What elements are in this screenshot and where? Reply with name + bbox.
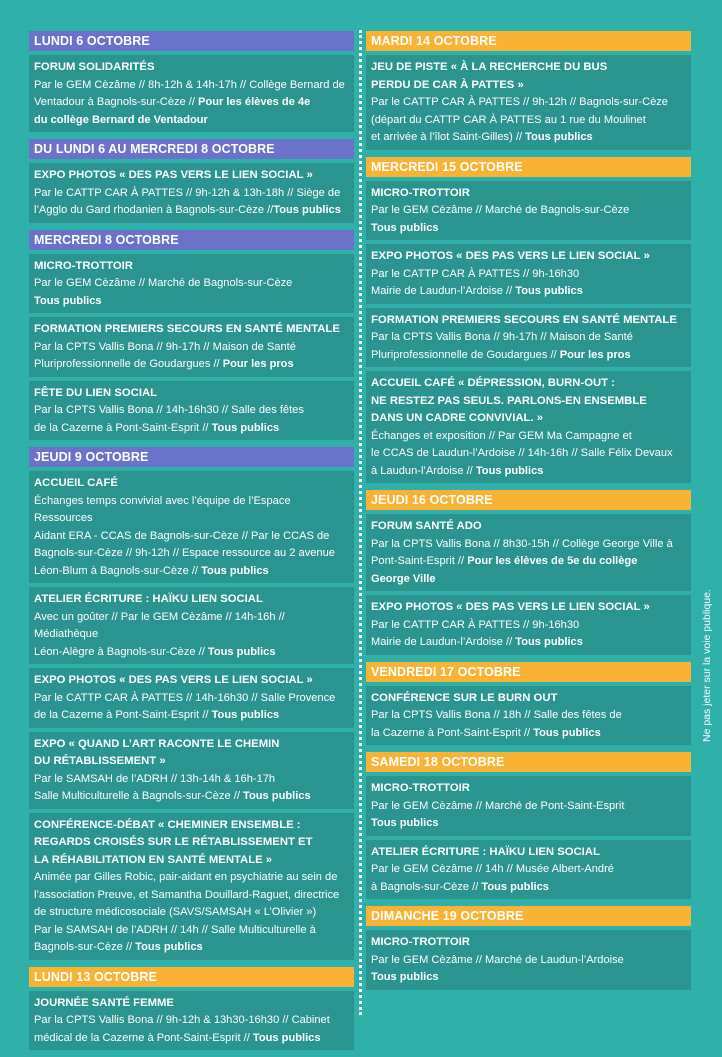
event-title: MICRO-TROTTOIR — [371, 186, 470, 199]
event-title: CONFÉRENCE-DÉBAT « CHEMINER ENSEMBLE : REGARDS CROISÉS SUR LE RÉTABLISSEMENT ET LA RÉHABILITATION EN SANTÉ MENTALE » — [34, 818, 313, 866]
event-title: ATELIER ÉCRITURE : HAÏKU LIEN SOCIAL — [371, 845, 600, 858]
event-details — [34, 275, 349, 310]
event-description: Échanges et exposition // Par GEM Ma Campagne et le CCAS de Laudun-l’Ardoise // 14h-16h // Salle Félix Devaux à Laudun-l’Ardoise // — [371, 429, 673, 477]
event-audience: Tous publics — [475, 464, 544, 477]
event-details — [34, 185, 349, 220]
event-card — [366, 181, 691, 241]
event-audience: Tous publics — [207, 645, 276, 658]
event-card — [366, 686, 691, 746]
event-title: ATELIER ÉCRITURE : HAÏKU LIEN SOCIAL — [34, 593, 263, 605]
event-card — [366, 840, 691, 900]
day-header: MERCREDI 8 OCTOBRE — [29, 230, 354, 250]
event-description: Par la CPTS Vallis Bona // 9h-17h // Maison de Santé Pluriprofessionnelle de Goudargues // — [371, 331, 633, 361]
event-description: Par le GEM Cèzâme // 14h // Musée Albert-André à Bagnols-sur-Cèze // — [371, 863, 614, 893]
event-audience: Tous publics — [252, 1031, 321, 1044]
event-title: EXPO PHOTOS « DES PAS VERS LE LIEN SOCIAL » — [34, 169, 313, 181]
event-title: EXPO PHOTOS « DES PAS VERS LE LIEN SOCIAL » — [371, 250, 650, 262]
event-details — [34, 1012, 349, 1047]
event-details — [371, 202, 686, 237]
day-header: MARDI 14 OCTOBRE — [366, 31, 691, 51]
day-header: MERCREDI 15 OCTOBRE — [366, 157, 691, 177]
event-details — [371, 707, 686, 742]
event-audience: Tous publics — [135, 941, 203, 953]
left-column — [29, 31, 354, 1057]
day-header: SAMEDI 18 OCTOBRE — [366, 752, 691, 772]
event-details — [34, 869, 349, 957]
event-details — [371, 329, 686, 364]
day-header: LUNDI 6 OCTOBRE — [29, 31, 354, 51]
day-group — [366, 490, 691, 655]
event-description: Par le CATTP CAR À PATTES // 9h-16h30 Mairie de Laudun-l’Ardoise // — [371, 267, 580, 297]
day-group — [29, 447, 354, 960]
event-audience: Tous publics — [243, 790, 311, 802]
event-audience: Tous publics — [525, 131, 593, 143]
event-details — [34, 493, 349, 581]
event-details — [34, 771, 349, 806]
event-card — [366, 55, 691, 150]
day-group — [29, 230, 354, 441]
event-audience: Tous publics — [371, 221, 439, 234]
event-description: Par le GEM Cèzâme // Marché de Bagnols-sur-Cèze — [34, 277, 293, 289]
day-group — [29, 967, 354, 1051]
event-details — [371, 617, 686, 652]
event-details — [34, 402, 349, 437]
event-card — [29, 55, 354, 132]
day-header: JEUDI 16 OCTOBRE — [366, 490, 691, 510]
day-group — [366, 662, 691, 746]
event-description: Par le GEM Cèzâme // 8h-12h & 14h-17h // Collège Bernard de Ventadour à Bagnols-sur-Cèze // — [34, 78, 345, 108]
event-card — [29, 587, 354, 664]
event-description: Par le CATTP CAR À PATTES // 9h-12h // Bagnols-sur-Cèze (départ du CATTP CAR À PATTES au 1 rue du Moulinet et arrivée à l’îlot Saint-Gilles) // — [371, 96, 668, 143]
event-details — [371, 536, 686, 589]
day-header: DIMANCHE 19 OCTOBRE — [366, 906, 691, 926]
event-card — [366, 514, 691, 591]
event-card — [29, 991, 354, 1051]
event-audience: Tous publics — [533, 726, 601, 739]
event-description: Par le GEM Cèzâme // Marché de Bagnols-sur-Cèze — [371, 204, 630, 216]
event-title: JEU DE PISTE « À LA RECHERCHE DU BUS PERDU DE CAR À PATTES » — [371, 61, 608, 91]
event-details — [371, 952, 686, 987]
event-audience: Tous publics — [515, 636, 583, 648]
event-card — [366, 595, 691, 655]
event-description: Par le SAMSAH de l’ADRH // 13h-14h & 16h-17h Salle Multiculturelle à Bagnols-sur-Cèze // — [34, 772, 276, 802]
day-header: LUNDI 13 OCTOBRE — [29, 967, 354, 987]
event-card — [366, 776, 691, 836]
day-header: JEUDI 9 OCTOBRE — [29, 447, 354, 467]
event-description: Par le CATTP CAR À PATTES // 14h-16h30 // Salle Provence de la Cazerne à Pont-Saint-Esprit // — [34, 691, 336, 721]
event-description: Par la CPTS Vallis Bona // 9h-12h & 13h30-16h30 // Cabinet médical de la Cazerne à Pont-Saint-Esprit // — [34, 1014, 330, 1044]
day-group — [366, 157, 691, 484]
event-audience: Tous publics — [273, 204, 341, 216]
day-group — [366, 752, 691, 899]
event-details — [371, 266, 686, 301]
event-title: EXPO PHOTOS « DES PAS VERS LE LIEN SOCIAL » — [371, 601, 650, 613]
event-audience: Pour les pros — [559, 348, 631, 361]
event-title: JOURNÉE SANTÉ FEMME — [34, 996, 174, 1009]
event-description: Par le GEM Cèzâme // Marché de Laudun-l’Ardoise — [371, 953, 624, 966]
event-card — [29, 317, 354, 377]
event-details — [34, 339, 349, 374]
event-card — [366, 308, 691, 368]
event-title: ACCUEIL CAFÉ « DÉPRESSION, BURN-OUT : NE RESTEZ PAS SEULS. PARLONS-EN ENSEMBLE DANS UN CADRE CONVIVIAL. » — [371, 377, 647, 424]
event-audience: Tous publics — [515, 285, 583, 297]
day-header: VENDREDI 17 OCTOBRE — [366, 662, 691, 682]
day-group — [29, 31, 354, 132]
event-description: Par le CATTP CAR À PATTES // 9h-16h30 Mairie de Laudun-l’Ardoise // — [371, 618, 580, 648]
event-title: FORUM SANTÉ ADO — [371, 520, 482, 532]
event-audience: Pour les pros — [222, 358, 294, 370]
event-title: FORMATION PREMIERS SECOURS EN SANTÉ MENTALE — [371, 313, 677, 326]
event-description: Animée par Gilles Robic, pair-aidant en psychiatrie au sein de l’association Preuve, et Samantha Douillard-Raguet, directrice de structure médicosociale (SAVS/SAMSAH « L’Olivier ») Par le SAMSAH de l’ADRH // 14h // Salle Multiculturelle à Bagnols-sur-Cèze // — [34, 871, 340, 953]
event-audience: Tous publics — [211, 709, 280, 721]
event-details — [371, 798, 686, 833]
event-audience: Tous publics — [34, 294, 102, 307]
day-group — [366, 906, 691, 990]
event-title: EXPO « QUAND L’ART RACONTE LE CHEMIN DU RÉTABLISSEMENT » — [34, 737, 280, 767]
event-card — [29, 668, 354, 728]
day-header: DU LUNDI 6 AU MERCREDI 8 OCTOBRE — [29, 139, 354, 159]
event-audience: Pour les élèves de 5e du collège George Ville — [371, 555, 638, 585]
event-description: Échanges temps convivial avec l’équipe de l’Espace Ressources Aidant ERA - CCAS de Bagnols-sur-Cèze // Par le CCAS de Bagnols-sur-Cèze // 9h-12h // Espace ressource au 2 avenue Léon-Blum à Bagnols-sur-Cèze // — [34, 494, 335, 577]
event-title: MICRO-TROTTOIR — [371, 936, 470, 948]
event-details — [34, 77, 349, 130]
event-description: Par la CPTS Vallis Bona // 18h // Salle des fêtes de la Cazerne à Pont-Saint-Esprit // — [371, 709, 622, 739]
side-note: Ne pas jeter sur la voie publique. — [701, 589, 713, 742]
event-card — [29, 471, 354, 583]
event-card — [366, 930, 691, 990]
event-card — [366, 244, 691, 304]
event-details — [371, 861, 686, 896]
event-description: Par la CPTS Vallis Bona // 8h30-15h // Collège George Ville à Pont-Saint-Esprit // — [371, 537, 673, 567]
event-title: ACCUEIL CAFÉ — [34, 477, 118, 489]
event-details — [371, 428, 686, 481]
event-card — [29, 813, 354, 960]
event-description: Par la CPTS Vallis Bona // 9h-17h // Maison de Santé Pluriprofessionnelle de Goudargues // — [34, 340, 296, 370]
event-audience: Pour les élèves de 4e du collège Bernard de Ventadour — [34, 96, 311, 126]
event-details — [371, 94, 686, 147]
event-description: Par la CPTS Vallis Bona // 14h-16h30 // Salle des fêtes de la Cazerne à Pont-Saint-Esprit // — [34, 404, 304, 434]
event-title: MICRO-TROTTOIR — [34, 259, 133, 272]
event-details — [34, 690, 349, 725]
event-card — [29, 381, 354, 441]
event-card — [366, 371, 691, 483]
event-title: CONFÉRENCE SUR LE BURN OUT — [371, 691, 558, 704]
day-group — [366, 31, 691, 150]
event-audience: Tous publics — [371, 817, 439, 829]
event-description: Par le GEM Cèzâme // Marché de Pont-Saint-Esprit — [371, 799, 625, 812]
event-title: FÊTE DU LIEN SOCIAL — [34, 386, 158, 399]
event-title: MICRO-TROTTOIR — [371, 782, 470, 794]
event-title: FORUM SOLIDARITÉS — [34, 61, 155, 73]
event-card — [29, 163, 354, 223]
event-audience: Tous publics — [211, 421, 280, 434]
event-title: EXPO PHOTOS « DES PAS VERS LE LIEN SOCIAL » — [34, 674, 313, 686]
dotted-divider — [359, 30, 362, 1015]
event-card — [29, 732, 354, 809]
event-details — [34, 609, 349, 662]
event-audience: Tous publics — [481, 880, 549, 893]
event-description: Avec un goûter // Par le GEM Cèzâme // 14h-16h // Médiathèque Léon-Alègre à Bagnols-sur-Cèze // — [34, 610, 285, 658]
right-column — [366, 31, 691, 997]
event-audience: Tous publics — [201, 564, 269, 577]
event-card — [29, 254, 354, 314]
day-group — [29, 139, 354, 223]
event-description: Par le CATTP CAR À PATTES // 9h-12h & 13h-18h // Siège de l’Agglo du Gard rhodanien à Bagnols-sur-Cèze // — [34, 186, 341, 216]
event-audience: Tous publics — [371, 971, 439, 983]
event-title: FORMATION PREMIERS SECOURS EN SANTÉ MENTALE — [34, 323, 340, 335]
